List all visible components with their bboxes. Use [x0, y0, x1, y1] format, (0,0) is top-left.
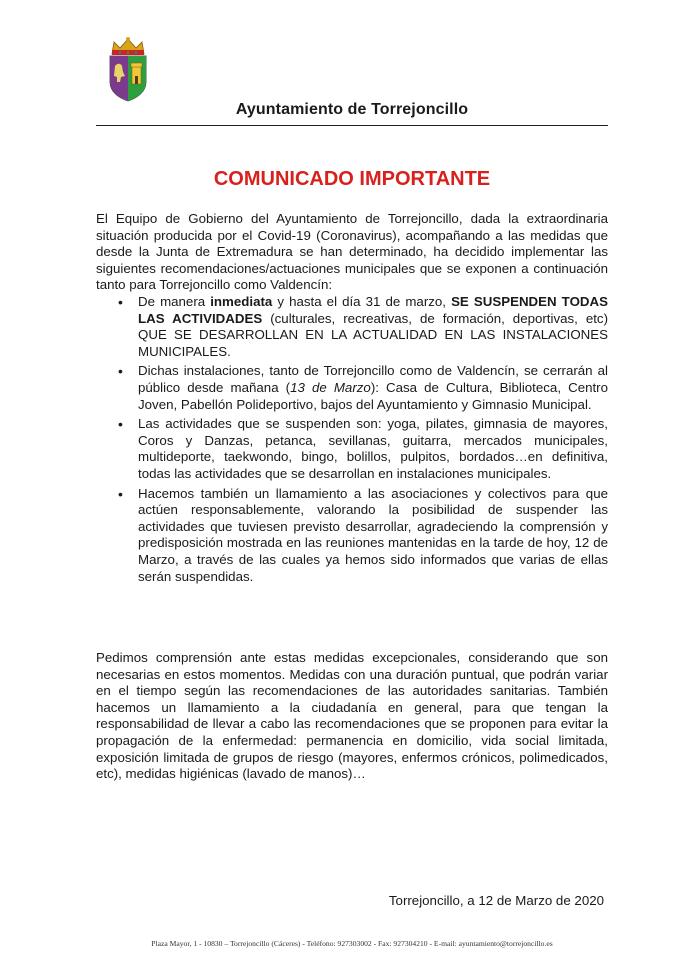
place-and-date: Torrejoncillo, a 12 de Marzo de 2020: [388, 893, 604, 908]
list-item: [96, 294, 608, 360]
bullet1-text-b: inmediata: [210, 294, 273, 309]
list-item: [96, 416, 608, 482]
closing-paragraph: [96, 650, 608, 783]
coat-of-arms-icon: [106, 36, 150, 102]
bullet2-text-a: Dichas instalaciones, tanto de Torrejoncillo como de Valdencín, se cerrarán al público desde mañana (: [138, 363, 608, 395]
announcement-headline: COMUNICADO IMPORTANTE: [213, 168, 491, 190]
bullet1-text-e: (culturales, recreativas, de formación, deportivas, etc) QUE SE DESARROLLAN EN LA ACTUALIDAD EN LAS INSTALACIONES MUNICIPALES.: [138, 310, 608, 359]
organization-name: Ayuntamiento de Torrejoncillo: [235, 101, 469, 118]
bullet3-text: Las actividades que se suspenden son: yoga, pilates, gimnasia de mayores, Coros y Danzas, petanca, sevillanas, guitarra, mercados municipales, multideporte, taekwondo, bingo, bolillos, pulpitos, bordados…en definitiva, todas las actividades que se desarrollan en instalaciones municipales.: [138, 416, 608, 481]
bullet2-text-b: 13 de Marzo: [290, 379, 371, 395]
intro-paragraph: [96, 211, 608, 294]
intro-text: El Equipo de Gobierno del Ayuntamiento de Torrejoncillo, dada la extraordinaria situación producida por el Covid-19 (Coronavirus), acompañando a las medidas que desde la Junta de Extremadura se han determinado, ha decidido implementar las siguientes recomendaciones/actuaciones municipales que se exponen a continuación tanto para Torrejoncillo como Valdencín:: [96, 211, 608, 293]
bullet1-text-a: De manera: [138, 294, 211, 309]
list-item: [96, 486, 608, 586]
header-divider: [96, 125, 608, 126]
contact-footer: Plaza Mayor, 1 - 10830 – Torrejoncillo (Cáceres) - Teléfono: 927303002 - Fax: 927304210 - E-mail: ayuntamiento@torrejoncillo.es: [151, 939, 553, 948]
list-item: [96, 363, 608, 413]
bullet1-text-c: y hasta el día 31 de marzo,: [272, 294, 452, 309]
measures-list: [96, 294, 608, 588]
bullet1-text-d: SE SUSPENDEN TODAS LAS ACTIVIDADES: [138, 294, 608, 326]
bullet2-text-c: ): Casa de Cultura, Biblioteca, Centro Joven, Pabellón Polideportivo, bajos del Ayuntamiento y Gimnasio Municipal.: [138, 379, 609, 412]
closing-text: Pedimos comprensión ante estas medidas excepcionales, considerando que son necesarias en estos momentos. Medidas con una duración puntual, que podrán variar en el tiempo según las recomendaciones de las autoridades sanitarias. También hacemos un llamamiento a la ciudadanía en general, para que tengan la responsabilidad de llevar a cabo las recomendaciones que se proponen para evitar la propagación de la enfermedad: permanencia en domicilio, vida social limitada, exposición limitada de grupos de riesgo (mayores, enfermos crónicos, polimedicados, etc), medidas higiénicas (lavado de manos)…: [96, 650, 608, 782]
bullet4-text: Hacemos también un llamamiento a las asociaciones y colectivos para que actúen responsablemente, valorando la posibilidad de suspender las actividades que tuviesen previsto desarrollar, agradeciendo la comprensión y predisposición mostrada en las reuniones mantenidas en la tarde de hoy, 12 de Marzo, a través de las cuales ya hemos sido informados que varias de ellas serán suspendidas.: [138, 485, 608, 584]
